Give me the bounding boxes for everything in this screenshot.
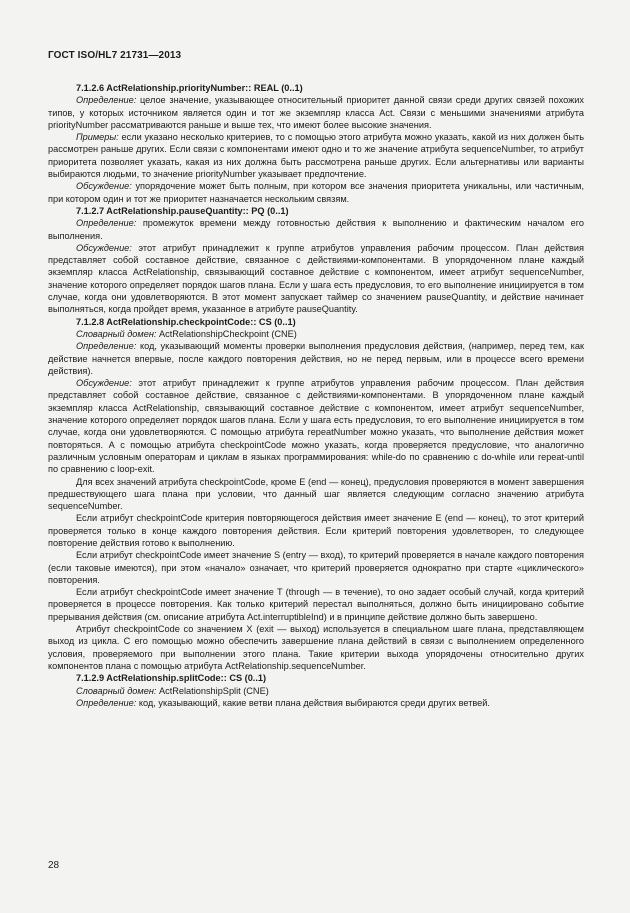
paragraph-text: ActRelationshipSplit (CNE) (156, 685, 269, 696)
paragraph-text: этот атрибут принадлежит к группе атрибутов управления рабочим процессом. План действия представляет собой составное действие, связанное с действиями-компонентами. В упорядоченном плане каждый экземпляр класса ActRelationship, связывающий составное действие с компонентом, имеет атрибут sequenceNumber, значение которого определяет порядок шагов плана. Если у шага есть предусловия, то его выполнение инициируется в том случае, когда они удовлетворяются. В этот момент запускает таймер со значением pauseQuantity, и действие начинает выполняться, когда пройдет время, указанное в атрибуте pauseQuantity. (48, 242, 584, 315)
paragraph-text: промежуток времени между готовностью действия к выполнению и фактическим началом его выполнения. (48, 218, 584, 241)
paragraph-lead: Определение: (76, 218, 137, 229)
section-heading: 7.1.2.7 ActRelationship.pauseQuantity:: PQ (0..1) (76, 205, 289, 216)
page-header: ГОСТ ISO/HL7 21731—2013 (48, 50, 182, 61)
paragraph (48, 377, 584, 475)
paragraph (48, 623, 584, 672)
paragraph-lead: Обсуждение: (76, 378, 132, 389)
paragraph-lead: Обсуждение: (76, 181, 132, 192)
paragraph-text: Атрибут checkpointCode со значением X (exit — выход) используется в специальном шаге плана, представляющем выход из цикла. С его помощью можно обеспечить завершение плана действий в связи с выполнением определенного условия, проверяемого при выполнении этого плана. Такие критерии выхода упорядочены относительно других компонентов плана с помощью атрибута ActRelationship.sequenceNumber. (48, 624, 584, 671)
paragraph (48, 586, 584, 623)
paragraph (48, 476, 584, 513)
paragraph (48, 549, 584, 586)
paragraph-lead: Примеры: (76, 132, 119, 143)
paragraph (48, 512, 584, 549)
paragraph-text: ActRelationshipCheckpoint (CNE) (156, 328, 297, 339)
paragraph (48, 217, 584, 242)
paragraph-text: упорядочение может быть полным, при котором все значения приоритета уникальны, или частичным, при котором один и тот же приоритет назначается нескольким связям. (48, 181, 584, 204)
paragraph (48, 94, 584, 131)
paragraph-lead: Определение: (76, 697, 137, 708)
paragraph-lead: Словарный домен: (76, 328, 157, 339)
section-heading: 7.1.2.6 ActRelationship.priorityNumber:: REAL (0..1) (76, 83, 303, 93)
paragraph-text: если указано несколько критериев, то с помощью этого атрибута можно указать, какой из них должен быть рассмотрен раньше других. Если связи с компонентами имеют одно и то же значение атрибута sequenceNumber, то атрибут приоритета позволяет указать, какая из них должна быть рассмотрена раньше других. Если альтернативы или варианты выбираются людьми, то значение priorityNumber указывает предпочтение. (48, 132, 584, 180)
paragraph (48, 180, 584, 205)
paragraph-lead: Обсуждение: (76, 242, 132, 253)
paragraph-lead: Определение: (76, 341, 137, 352)
paragraph-lead: Определение: (76, 95, 137, 106)
paragraph (48, 697, 584, 709)
paragraph (48, 131, 584, 180)
paragraph-text: код, указывающий моменты проверки выполнения предусловия действия, (например, перед тем, как действие начнется впервые, после каждого повторения действия, но не перед первым, или в процессе всего времени действия). (48, 341, 584, 376)
paragraph-text: Для всех значений атрибута checkpointCode, кроме E (end — конец), предусловия проверяются в момент завершения предшествующего шага плана при условии, что данный шаг является следующим согласно значению атрибута sequenceNumber. (48, 476, 584, 512)
paragraph-text: Если атрибут checkpointCode критерия повторяющегося действия имеет значение E (end — конец), то этот критерий проверяется только в конце каждого повторения действия. Если критерий повторения удовлетворен, то следующее повторение действия готово к выполнению. (48, 513, 584, 548)
section-heading: 7.1.2.9 ActRelationship.splitCode:: CS (0..1) (76, 673, 267, 684)
paragraph-lead: Словарный домен: (76, 685, 157, 696)
page-number: 28 (48, 860, 60, 871)
paragraph-text: целое значение, указывающее относительный приоритет данной связи среди других связей похожих типов, у которых источником является один и тот же экземпляр класса Act. Связи с меньшими значениями атрибута priorityNumber рассматриваются раньше и выше тех, что имеют более высокие значения. (48, 95, 584, 130)
paragraph-text: Если атрибут checkpointCode имеет значение T (through — в течение), то оно задает особый случай, когда критерий проверяется в процессе повторения. Как только критерий перестал выполняться, должно быть инициировано событие прерывания действия (см. описание атрибута Act.interruptibleInd) и в принципе действие должно быть завершено. (48, 587, 584, 622)
paragraph (48, 685, 584, 697)
paragraph-text: этот атрибут принадлежит к группе атрибутов управления рабочим процессом. План действия представляет собой составное действие, связанное с действиями-компонентами. В упорядоченном плане каждый экземпляр класса ActRelationship, связывающий составное действие с компонентом, имеет атрибут sequenceNumber, значение которого определяет порядок шагов плана. Если у шага есть предусловия, то его выполнение инициируется в том случае, когда они удовлетворяются. С помощью атрибута repeatNumber можно указать, что выполнение действия может повторяться. А с помощью атрибута checkpointCode можно указать, когда проверяется предусловие, что аналогично различным условным операторам и циклам в языках программирования: while-do по сравнению с do-while или repeat-until по сравнению с loop-exit. (48, 378, 584, 475)
paragraph (48, 328, 584, 340)
paragraph-text: Если атрибут checkpointCode имеет значение S (entry — вход), то критерий проверяется в начале каждого повторения (если таковые имеются), при этом «начало» означает, что критерий проверяется однократно при старте «циклического» повторения. (48, 550, 584, 585)
document-body (48, 82, 584, 709)
paragraph-text: код, указывающий, какие ветви плана действия выбираются среди других ветвей. (136, 697, 490, 708)
paragraph (48, 242, 584, 316)
section-heading: 7.1.2.8 ActRelationship.checkpointCode:: CS (0..1) (76, 316, 296, 327)
paragraph (48, 340, 584, 377)
